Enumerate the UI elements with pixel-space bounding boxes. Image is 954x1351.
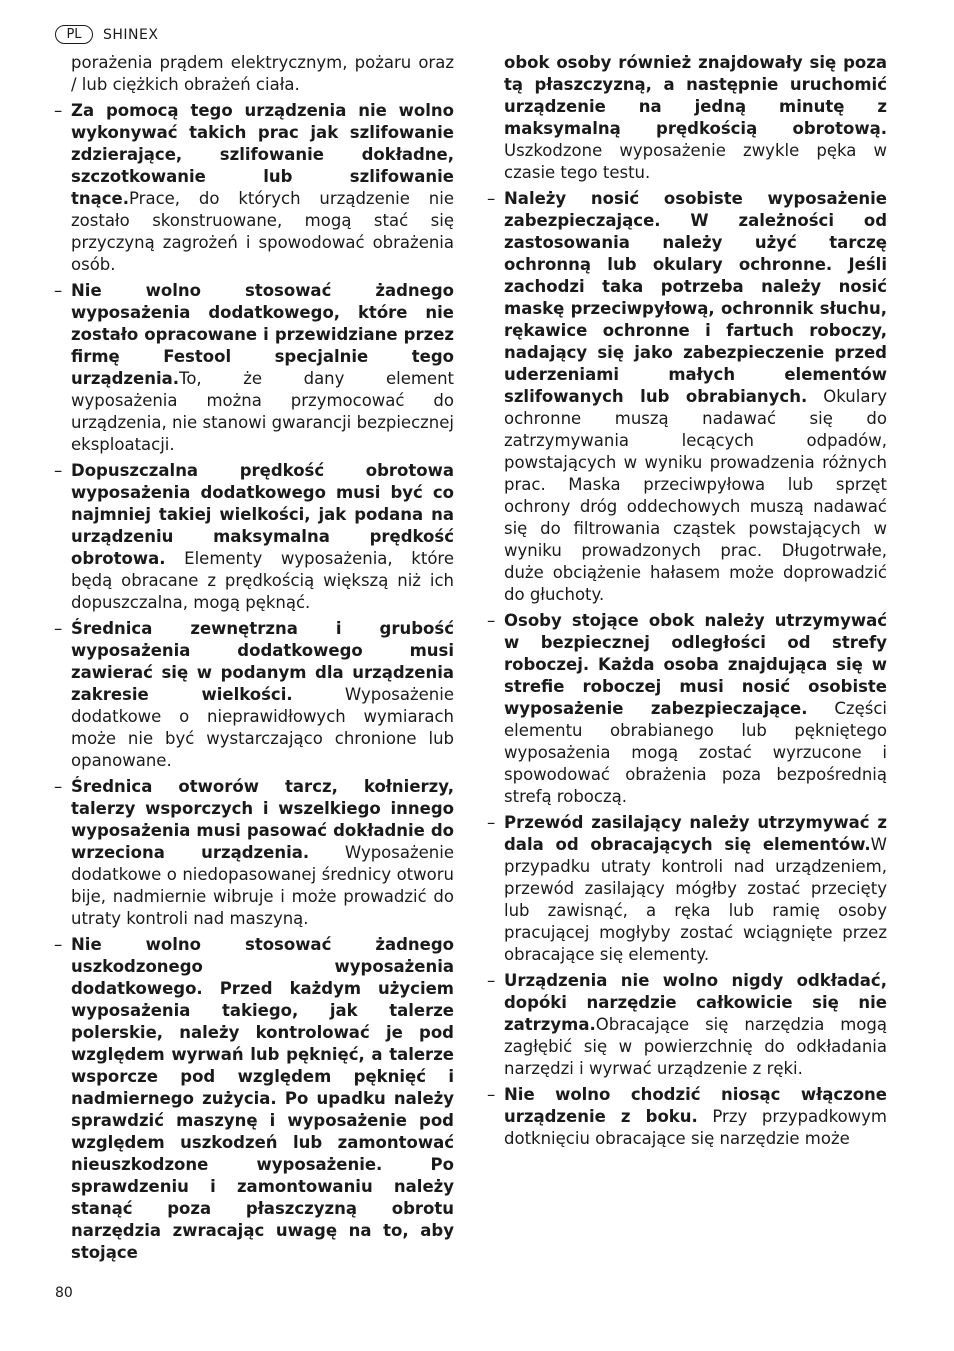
safety-item-power-cord — [487, 812, 887, 966]
dash-bullet: – — [54, 777, 63, 796]
item-bold-text: Za pomocą tego urządzenia nie wolno wykonywać takich prac jak szlifowanie zdzierające, szlifowanie dokładne, szczotkowanie lub szlifowanie tnące. — [71, 101, 454, 208]
right-column — [487, 52, 887, 1154]
page-number: 80 — [55, 1285, 73, 1301]
left-intro-text: porażenia prądem elektrycznym, pożaru oraz / lub ciężkich obrażeń ciała. — [71, 53, 454, 94]
item-bold-text: Należy nosić osobiste wyposażenie zabezpieczające. W zależności od zastosowania należy użyć tarczę ochronną lub okulary ochronne. Jeśli zachodzi taka potrzeba należy nosić maskę przeciwpyłową, ochronnik słuchu, rękawice ochronne i fartuch roboczy, nadający się jako zabezpieczenie przed uderzeniami małych elementów szlifowanych lub obrabianych. — [504, 189, 887, 406]
item-text: Wyposażenie dodatkowe o nieprawidłowych wymiarach może nie być wystarczająco chronione lub opanowane. — [71, 685, 454, 770]
item-bold-text: Nie wolno chodzić niosąc włączone urządzenie z boku. — [504, 1085, 887, 1126]
dash-bullet: – — [54, 619, 63, 638]
item-text: Prace, do których urządzenie nie zostało skonstruowane, mogą stać się przyczyną zagrożeń i spowodować obrażenia osób. — [71, 189, 454, 274]
intro-text: Uszkodzone wyposażenie zwykle pęka w czasie tego testu. — [504, 141, 887, 182]
dash-bullet: – — [487, 611, 496, 630]
safety-item-protective-equipment — [487, 188, 887, 606]
item-text: Części elementu obrabianego lub pękniętego wyposażenia mogą zostać wyrzucone i spowodować obrażenia poza bezpośrednią strefą roboczą. — [504, 699, 887, 806]
dash-bullet: – — [487, 971, 496, 990]
safety-item-diameter-thickness — [54, 618, 454, 772]
dash-bullet: – — [54, 935, 63, 954]
brand-name: SHINEX — [103, 26, 159, 43]
item-text: Przy przypadkowym dotknięciu obracające się narzędzie może — [504, 1107, 888, 1148]
dash-bullet: – — [54, 281, 63, 300]
safety-item-bystanders — [487, 610, 887, 808]
dash-bullet: – — [54, 101, 63, 120]
dash-bullet: – — [487, 189, 496, 208]
safety-item-carrying-running — [487, 1084, 887, 1150]
item-text: Obracające się narzędzia mogą zagłębić się w powierzchnię do odkładania narzędzi i wyrwać urządzenie z ręki. — [504, 1015, 887, 1078]
safety-item-non-festool-accessories — [54, 280, 454, 456]
item-text: Wyposażenie dodatkowe o niedopasowanej średnicy otworu bije, nadmiernie wibruje i może prowadzić do utraty kontroli nad maszyną. — [71, 843, 454, 928]
right-intro-text — [504, 52, 887, 184]
safety-item-grinding-prohibited — [54, 100, 454, 276]
dash-bullet: – — [487, 1085, 496, 1104]
item-bold-text: Osoby stojące obok należy utrzymywać w bezpiecznej odległości od strefy roboczej. Każda osoba znajdująca się w strefie roboczej musi nosić osobiste wyposażenie zabezpieczające. — [504, 611, 887, 718]
item-bold-text: Nie wolno stosować żadnego wyposażenia dodatkowego, które nie zostało opracowane i przewidziane przez firmę Festool specjalnie tego urządzenia. — [71, 281, 454, 388]
item-text: W przypadku utraty kontroli nad urządzeniem, przewód zasilający mógłby zostać przecięty lub zawisnąć, a ręka lub ramię osoby pracującej mogłyby zostać wciągnięte przez obracające się elementy. — [504, 835, 887, 964]
item-bold-text: Urządzenia nie wolno nigdy odkładać, dopóki narzędzie całkowicie się nie zatrzyma. — [504, 971, 887, 1034]
language-badge: PL — [55, 25, 93, 44]
item-bold-text: Przewód zasilający należy utrzymywać z dala od obracających się elementów. — [504, 813, 887, 854]
item-bold-text: Nie wolno stosować żadnego uszkodzonego wyposażenia dodatkowego. Przed każdym użyciem wyposażenia takiego, jak talerze polerskie, należy kontrolować je pod względem wyrwań lub pęknięć, a talerze wsporcze pod względem pęknięć i nadmiernego zużycia. Po upadku należy sprawdzić maszynę i wyposażenie pod względem uszkodzeń lub zamontować nieuszkodzone wyposażenie. Po sprawdzeniu i zamontowaniu należy stanąć poza płaszczyzną obrotu narzędzia zwracając uwagę na to, aby stojące — [71, 935, 454, 1262]
dash-bullet: – — [54, 461, 63, 480]
item-bold-text: Średnica otworów tarcz, kołnierzy, talerzy wsporczych i wszelkiego innego wyposażenia musi pasować dokładnie do wrzeciona urządzenia. — [71, 777, 454, 862]
item-bold-text: Dopuszczalna prędkość obrotowa wyposażenia dodatkowego musi być co najmniej takiej wielkości, jak podana na urządzeniu maksymalna prędkość obrotowa. — [71, 461, 454, 568]
safety-item-arbor-fit — [54, 776, 454, 930]
intro-bold-text: obok osoby również znajdowały się poza tą płaszczyzną, a następnie uruchomić urządzenie na jedną minutę z maksymalną prędkością obrotową. — [504, 53, 887, 138]
dash-bullet: – — [487, 813, 496, 832]
safety-item-rated-speed — [54, 460, 454, 614]
page-header — [55, 25, 158, 44]
item-text: To, że dany element wyposażenia można przymocować do urządzenia, nie stanowi gwarancji bezpiecznej eksploatacji. — [71, 369, 454, 454]
safety-item-set-down — [487, 970, 887, 1080]
item-text: Elementy wyposażenia, które będą obracane z prędkością większą niż ich dopuszczalna, mogą pęknąć. — [71, 549, 454, 612]
safety-item-damaged-accessories — [54, 934, 454, 1264]
item-text: Okulary ochronne muszą nadawać się do zatrzymywania lecących odpadów, powstających w wyniku prowadzenia różnych prac. Maska przeciwpyłowa lub sprzęt ochrony dróg oddechowych muszą nadawać się do filtrowania cząstek powstających w wyniku prowadzonych prac. Długotrwałe, duże obciążenie hałasem może doprowadzić do głuchoty. — [504, 387, 887, 604]
item-bold-text: Średnica zewnętrzna i grubość wyposażenia dodatkowego musi zawierać się w podanym dla urządzenia zakresie wielkości. — [71, 619, 454, 704]
left-column — [54, 52, 454, 1268]
